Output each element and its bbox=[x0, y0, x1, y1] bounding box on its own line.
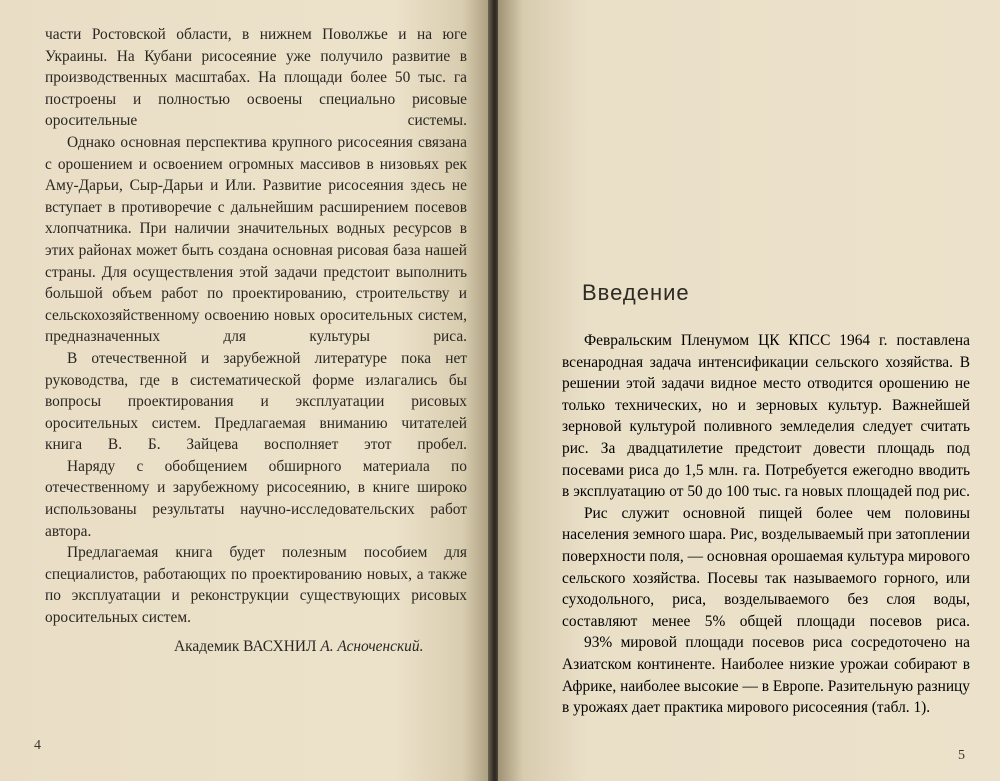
paragraph: Наряду с обобщением обширного материала по отечественному и зарубежному рисосеянию, в книге широко использованы результаты научно-исследовательских работ автора. bbox=[45, 457, 467, 540]
paragraph: части Ростовской области, в нижнем Поволжье и на юге Украины. На Кубани рисосеяние уже получило развитие в производственных масштабах. На площади более 50 тыс. га построены и полностью освоены специально рисовые оросительные системы. bbox=[45, 26, 467, 130]
page-number: 4 bbox=[34, 738, 41, 753]
left-page bbox=[0, 0, 492, 781]
paragraph: Однако основная перспектива крупного рисосеяния связана с орошением и освоением огромных массивов в низовьях рек Аму-Дарьи, Сыр-Дарьи и Или. Развитие рисосеяния здесь не вступает в противоречие с дальнейшим расширением посевов хлопчатника. При наличии значительных водных ресурсов в этих районах может быть создана основная рисовая база нашей страны. Для осуществления этой задачи предстоит выполнить большой объем работ по проектированию, строительству и сельскохозяйственному освоению новых оросительных систем, предназначенных для культуры риса. bbox=[45, 133, 467, 346]
paragraph: В отечественной и зарубежной литературе пока нет руководства, где в систематической форме излагались бы вопросы проектирования и эксплуатации рисовых оросительных систем. Предлагаемая вниманию читателей книга В. Б. Зайцева восполняет этот пробел. bbox=[45, 349, 467, 454]
right-page-text bbox=[562, 330, 970, 719]
signature-title: Академик ВАСХНИЛ bbox=[174, 638, 317, 655]
page-number: 5 bbox=[958, 748, 965, 763]
paragraph: 93% мировой площади посевов риса сосредоточено на Азиатском континенте. Наиболее низкие урожаи собирают в Африке, наиболее высокие — в Европе. Разительную разницу в урожаях дает практика мирового рисосеяния (табл. 1). bbox=[562, 634, 970, 717]
paragraph: Предлагаемая книга будет полезным пособием для специалистов, работающих по проектированию новых, а также по эксплуатации и реконструкции существующих рисовых оросительных систем. bbox=[45, 544, 467, 627]
paragraph: Февральским Пленумом ЦК КПСС 1964 г. поставлена всенародная задача интенсификации сельского хозяйства. В решении этой задачи видное место отводится орошению не только технических, но и зерновых культур. Важнейшей зерновой культурой поливного земледелия следует считать рис. За двадцатилетие предстоит довести площадь под посевами риса до 1,5 млн. га. Потребуется ежегодно вводить в эксплуатацию от 50 до 100 тыс. га новых площадей под рис. bbox=[562, 332, 970, 501]
signature-name: А. Асноченский. bbox=[320, 638, 424, 655]
left-page-text bbox=[45, 24, 467, 629]
chapter-title: Введение bbox=[582, 280, 690, 305]
foreword-signature bbox=[174, 636, 464, 658]
paragraph: Рис служит основной пищей более чем половины населения земного шара. Рис, возделываемый при затоплении поверхности поля, — основная орошаемая культура мирового сельского хозяйства. Посевы так называемого горного, или суходольного, риса, возделываемого без слоя воды, составляют менее 5% общей площади посевов риса. bbox=[562, 504, 970, 630]
